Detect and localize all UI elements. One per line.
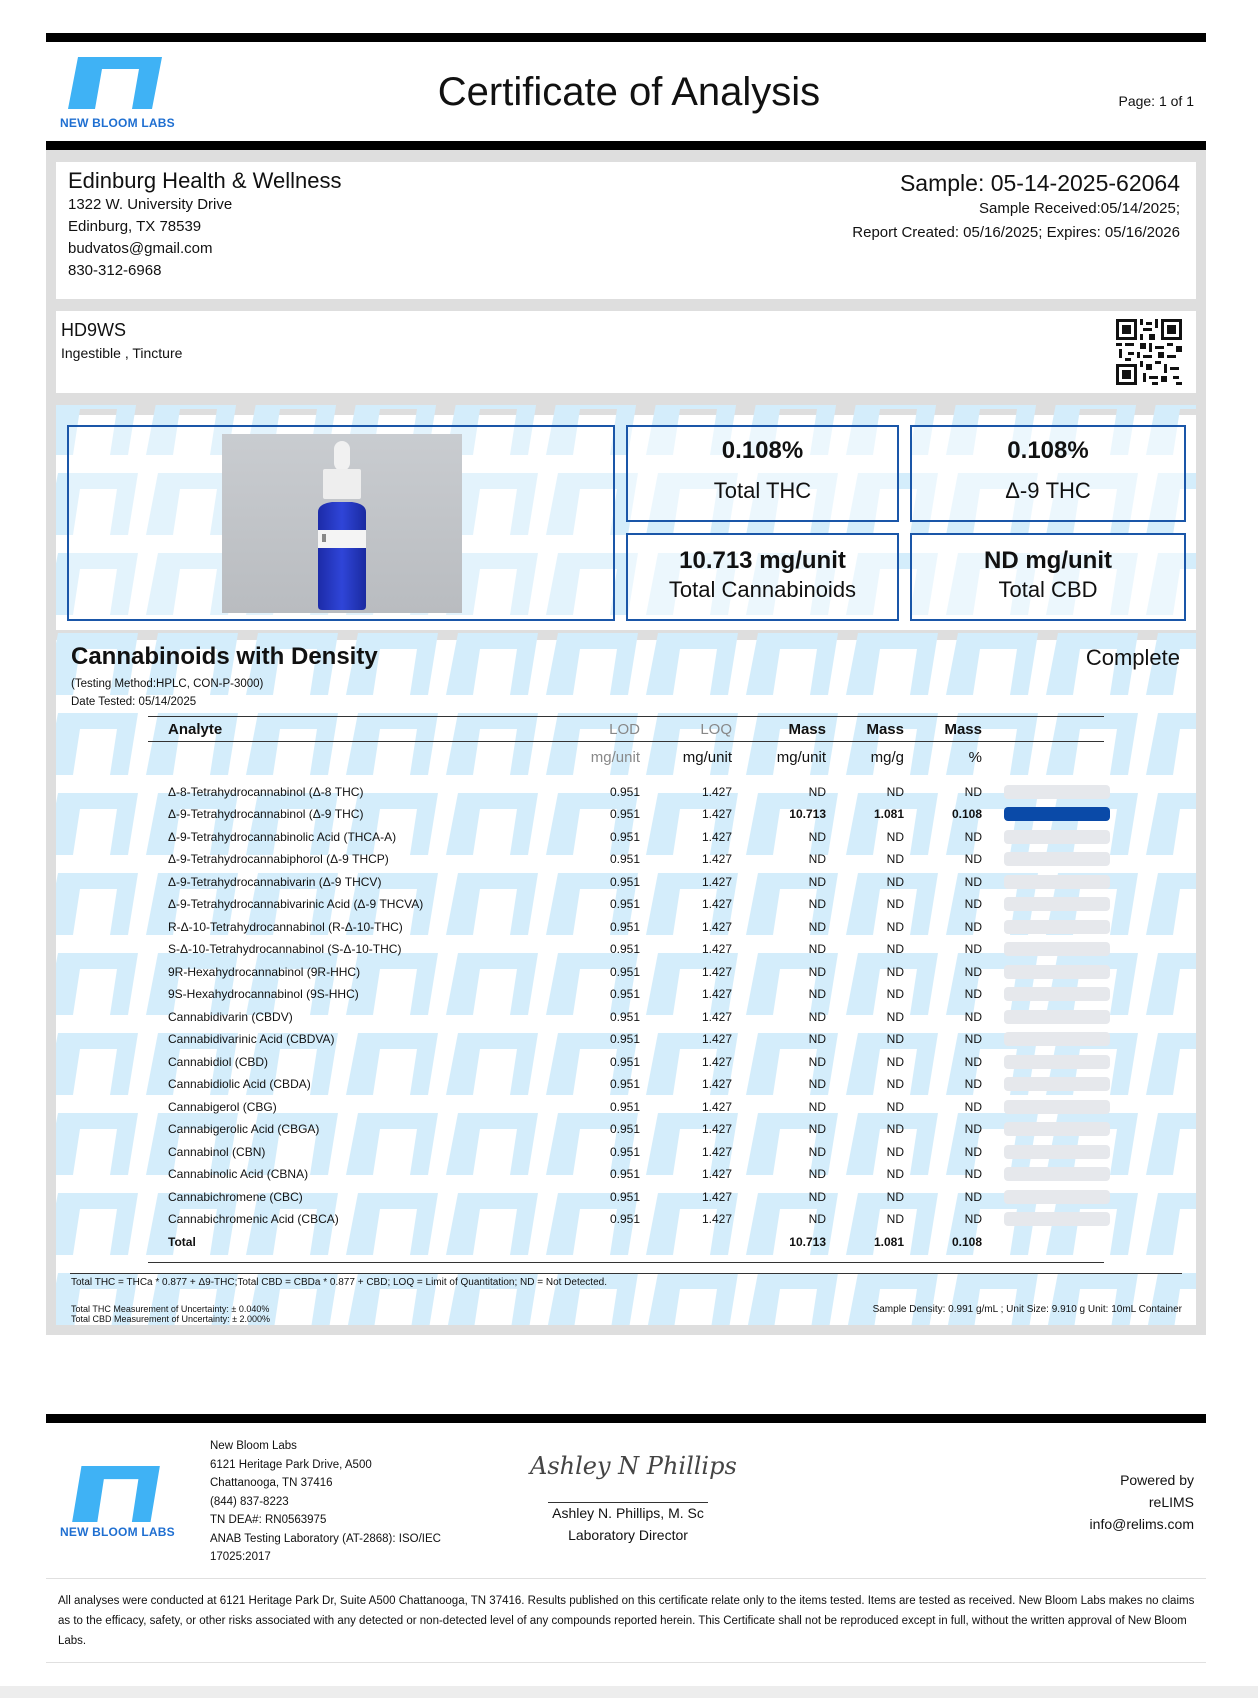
detection-bar-cell bbox=[1004, 871, 1104, 894]
table-row bbox=[168, 1141, 1104, 1164]
analyte-name: Cannabinol (CBN) bbox=[168, 1144, 266, 1159]
mass-mg-unit-value: ND bbox=[808, 919, 826, 934]
signature-line bbox=[548, 1502, 708, 1503]
date-tested: Date Tested: 05/14/2025 bbox=[71, 696, 197, 708]
watermark-tile bbox=[1146, 1033, 1196, 1095]
detection-bar-cell bbox=[1004, 1073, 1104, 1096]
mass-mg-g-value: ND bbox=[886, 874, 904, 889]
mass-mg-unit-value: ND bbox=[808, 1009, 826, 1024]
lab-contact bbox=[210, 1437, 441, 1567]
unit-mass-mg-g: mg/g bbox=[870, 749, 904, 766]
unit-loq: mg/unit bbox=[682, 749, 732, 766]
mass-mg-g-value: ND bbox=[886, 1167, 904, 1182]
powered-by-brand: reLIMS bbox=[1148, 1494, 1194, 1510]
mass-mg-g-value: 1.081 bbox=[873, 807, 904, 822]
loq-value: 1.427 bbox=[701, 919, 732, 934]
stat-value: 0.108% bbox=[1007, 437, 1089, 464]
detection-bar-cell bbox=[1004, 1208, 1104, 1231]
watermark-tile bbox=[56, 953, 138, 1015]
watermark-tile bbox=[646, 1273, 738, 1325]
section-status: Complete bbox=[1085, 645, 1180, 670]
analyte-name: Cannabidiol (CBD) bbox=[168, 1054, 269, 1069]
analyte-name: Δ-9-Tetrahydrocannabinolic Acid (THCA-A) bbox=[168, 829, 397, 844]
detection-bar-cell bbox=[1004, 1051, 1104, 1074]
watermark-tile bbox=[1146, 1273, 1196, 1325]
product-type: Ingestible , Tincture bbox=[61, 345, 183, 361]
client-email[interactable]: budvatos@gmail.com bbox=[68, 240, 213, 257]
mass-mg-unit-value: ND bbox=[808, 942, 826, 957]
lab-logo-text: NEW BLOOM LABS bbox=[60, 116, 175, 130]
mass-mg-unit-value: ND bbox=[808, 964, 826, 979]
watermark-tile bbox=[746, 1273, 838, 1325]
watermark-tile bbox=[56, 1113, 138, 1175]
detection-bar bbox=[1004, 942, 1110, 956]
lab-city: Chattanooga, TN 37416 bbox=[210, 1477, 333, 1489]
analyte-name: Δ-9-Tetrahydrocannabivarinic Acid (Δ-9 THCVA) bbox=[168, 897, 424, 912]
analyte-name: S-Δ-10-Tetrahydrocannabinol (S-Δ-10-THC) bbox=[168, 942, 402, 957]
product-photo-tincture-bottle bbox=[222, 434, 462, 613]
mass-mg-g-value: ND bbox=[886, 897, 904, 912]
mass-mg-g-value: ND bbox=[886, 1122, 904, 1137]
detection-bar-cell bbox=[1004, 938, 1104, 961]
mass-mg-g-value: ND bbox=[886, 1144, 904, 1159]
powered-by-label: Powered by bbox=[1120, 1472, 1194, 1488]
mass-pct-value: ND bbox=[964, 1189, 982, 1204]
analyte-name: R-Δ-10-Tetrahydrocannabinol (R-Δ-10-THC) bbox=[168, 919, 403, 934]
mass-pct-value: ND bbox=[964, 852, 982, 867]
col-mass-mg-g: Mass bbox=[866, 720, 904, 738]
client-address-line1: 1322 W. University Drive bbox=[68, 196, 233, 213]
product-photo-frame bbox=[67, 425, 615, 621]
mass-mg-unit-value: 10.713 bbox=[789, 807, 826, 822]
powered-by-email[interactable]: info@relims.com bbox=[1089, 1516, 1194, 1532]
lod-value: 0.951 bbox=[609, 1099, 640, 1114]
signature: Ashley N Phillips bbox=[530, 1452, 737, 1480]
detection-bar-cell bbox=[1004, 1186, 1104, 1209]
loq-value: 1.427 bbox=[701, 852, 732, 867]
sample-received: Sample Received:05/14/2025; bbox=[979, 200, 1180, 217]
loq-value: 1.427 bbox=[701, 1099, 732, 1114]
detection-bar-cell bbox=[1004, 1118, 1104, 1141]
lod-value: 0.951 bbox=[609, 784, 640, 799]
col-analyte: Analyte bbox=[168, 720, 223, 738]
loq-value: 1.427 bbox=[701, 1167, 732, 1182]
table-row bbox=[168, 803, 1104, 826]
lod-value: 0.951 bbox=[609, 1077, 640, 1092]
loq-value: 1.427 bbox=[701, 987, 732, 1002]
lod-value: 0.951 bbox=[609, 1167, 640, 1182]
notes-rule bbox=[70, 1273, 1182, 1274]
mass-pct-value: ND bbox=[964, 1144, 982, 1159]
table-row bbox=[168, 1163, 1104, 1186]
total-pct: 0.108 bbox=[951, 1234, 982, 1249]
detection-bar bbox=[1004, 1010, 1110, 1024]
section-title: Cannabinoids with Density bbox=[71, 643, 378, 670]
table-row bbox=[168, 1186, 1104, 1209]
table-row bbox=[168, 961, 1104, 984]
qr-code-icon bbox=[1116, 319, 1182, 385]
loq-value: 1.427 bbox=[701, 1122, 732, 1137]
mass-pct-value: ND bbox=[964, 1054, 982, 1069]
stat-label: Total Cannabinoids bbox=[668, 577, 857, 602]
detection-bar-cell bbox=[1004, 781, 1104, 804]
table-row bbox=[168, 938, 1104, 961]
lod-value: 0.951 bbox=[609, 1189, 640, 1204]
loq-value: 1.427 bbox=[701, 1144, 732, 1159]
stat-total-cbd bbox=[910, 533, 1186, 621]
detection-bar-cell bbox=[1004, 1141, 1104, 1164]
header-rule bbox=[46, 141, 1206, 150]
lod-value: 0.951 bbox=[609, 1032, 640, 1047]
stat-total-cannabinoids bbox=[626, 533, 899, 621]
loq-value: 1.427 bbox=[701, 897, 732, 912]
page-number: Page: 1 of 1 bbox=[1118, 93, 1194, 109]
product-code: HD9WS bbox=[61, 320, 127, 340]
mass-mg-unit-value: ND bbox=[808, 897, 826, 912]
formula-note: Total THC = THCa * 0.877 + Δ9-THC;Total CBD = CBDa * 0.877 + CBD; LOQ = Limit of Quantitation; ND = Not Detected. bbox=[71, 1277, 607, 1288]
watermark-tile bbox=[1146, 953, 1196, 1015]
lab-accreditation: ANAB Testing Laboratory (AT-2868): ISO/IEC bbox=[210, 1532, 441, 1545]
analyte-name: Cannabigerolic Acid (CBGA) bbox=[168, 1122, 320, 1137]
watermark-tile bbox=[56, 793, 138, 855]
mass-mg-unit-value: ND bbox=[808, 829, 826, 844]
stat-label: Δ-9 THC bbox=[1005, 478, 1091, 503]
mass-pct-value: ND bbox=[964, 1212, 982, 1227]
loq-value: 1.427 bbox=[701, 1032, 732, 1047]
loq-value: 1.427 bbox=[701, 1054, 732, 1069]
detection-bar-cell bbox=[1004, 1096, 1104, 1119]
mass-mg-g-value: ND bbox=[886, 852, 904, 867]
table-header-row bbox=[168, 718, 1104, 741]
analyte-name: 9S-Hexahydrocannabinol (9S-HHC) bbox=[168, 987, 359, 1002]
watermark-tile bbox=[1146, 713, 1196, 775]
table-row bbox=[168, 983, 1104, 1006]
client-phone: 830-312-6968 bbox=[68, 262, 162, 279]
lab-dea: TN DEA#: RN0563975 bbox=[210, 1514, 327, 1526]
loq-value: 1.427 bbox=[701, 942, 732, 957]
mass-pct-value: 0.108 bbox=[951, 807, 982, 822]
watermark-tile bbox=[56, 1193, 138, 1255]
mass-pct-value: ND bbox=[964, 874, 982, 889]
detection-bar bbox=[1004, 897, 1110, 911]
table-row bbox=[168, 916, 1104, 939]
cbd-uncertainty: Total CBD Measurement of Uncertainty: ± 2.000% bbox=[71, 1314, 271, 1324]
lab-accreditation-cont: 17025:2017 bbox=[210, 1551, 271, 1563]
report-dates: Report Created: 05/16/2025; Expires: 05/16/2026 bbox=[852, 224, 1180, 241]
mass-mg-unit-value: ND bbox=[808, 1167, 826, 1182]
analyte-name: Cannabichromenic Acid (CBCA) bbox=[168, 1212, 339, 1227]
table-row bbox=[168, 1208, 1104, 1231]
mass-pct-value: ND bbox=[964, 1009, 982, 1024]
analyte-name: 9R-Hexahydrocannabinol (9R-HHC) bbox=[168, 964, 361, 979]
footer-logo-text: NEW BLOOM LABS bbox=[60, 1525, 175, 1539]
col-lod: LOD bbox=[609, 720, 640, 738]
loq-value: 1.427 bbox=[701, 1077, 732, 1092]
table-row bbox=[168, 1096, 1104, 1119]
lod-value: 0.951 bbox=[609, 807, 640, 822]
watermark-tile bbox=[846, 633, 938, 695]
mass-mg-unit-value: ND bbox=[808, 784, 826, 799]
detection-bar bbox=[1004, 1167, 1110, 1181]
unit-lod: mg/unit bbox=[590, 749, 640, 766]
lod-value: 0.951 bbox=[609, 1054, 640, 1069]
stat-value: 10.713 mg/unit bbox=[679, 547, 846, 574]
analyte-name: Cannabigerol (CBG) bbox=[168, 1099, 277, 1114]
stat-delta9-thc bbox=[910, 425, 1186, 522]
mass-pct-value: ND bbox=[964, 1167, 982, 1182]
loq-value: 1.427 bbox=[701, 807, 732, 822]
top-rule bbox=[46, 33, 1206, 42]
mass-mg-g-value: ND bbox=[886, 942, 904, 957]
detection-bar bbox=[1004, 987, 1110, 1001]
watermark-tile bbox=[1146, 793, 1196, 855]
client-name: Edinburg Health & Wellness bbox=[68, 168, 342, 193]
watermark-tile bbox=[1146, 1113, 1196, 1175]
watermark-tile bbox=[846, 1273, 938, 1325]
analyte-name: Cannabinolic Acid (CBNA) bbox=[168, 1167, 309, 1182]
mass-mg-g-value: ND bbox=[886, 987, 904, 1002]
mass-mg-unit-value: ND bbox=[808, 874, 826, 889]
lab-phone: (844) 837-8223 bbox=[210, 1495, 289, 1508]
detection-bar-cell bbox=[1004, 983, 1104, 1006]
mass-pct-value: ND bbox=[964, 1077, 982, 1092]
detection-bar-cell bbox=[1004, 803, 1104, 826]
lod-value: 0.951 bbox=[609, 829, 640, 844]
mass-pct-value: ND bbox=[964, 784, 982, 799]
lod-value: 0.951 bbox=[609, 1122, 640, 1137]
mass-mg-g-value: ND bbox=[886, 1054, 904, 1069]
mass-mg-unit-value: ND bbox=[808, 1077, 826, 1092]
mass-mg-g-value: ND bbox=[886, 1077, 904, 1092]
analyte-name: Δ-8-Tetrahydrocannabinol (Δ-8 THC) bbox=[168, 784, 364, 799]
stat-total-thc bbox=[626, 425, 899, 522]
mass-mg-unit-value: ND bbox=[808, 1122, 826, 1137]
testing-method: (Testing Method:HPLC, CON-P-3000) bbox=[71, 678, 264, 690]
detection-bar bbox=[1004, 1190, 1110, 1204]
table-row bbox=[168, 848, 1104, 871]
analyte-name: Δ-9-Tetrahydrocannabiphorol (Δ-9 THCP) bbox=[168, 852, 389, 867]
mass-mg-unit-value: ND bbox=[808, 1032, 826, 1047]
table-top-rule bbox=[148, 716, 1104, 717]
lod-value: 0.951 bbox=[609, 942, 640, 957]
watermark-tile bbox=[56, 1033, 138, 1095]
mass-mg-g-value: ND bbox=[886, 829, 904, 844]
mass-pct-value: ND bbox=[964, 942, 982, 957]
powered-by bbox=[1090, 1469, 1194, 1535]
watermark-tile bbox=[946, 1273, 1038, 1325]
mass-pct-value: ND bbox=[964, 897, 982, 912]
lod-value: 0.951 bbox=[609, 919, 640, 934]
stat-label: Total THC bbox=[713, 478, 812, 503]
detection-bar bbox=[1004, 1032, 1110, 1046]
mass-mg-g-value: ND bbox=[886, 1212, 904, 1227]
detection-bar bbox=[1004, 1122, 1110, 1136]
analyte-name: Cannabidiolic Acid (CBDA) bbox=[168, 1077, 311, 1092]
results-table bbox=[168, 718, 1104, 1253]
table-row bbox=[168, 826, 1104, 849]
detection-bar bbox=[1004, 852, 1110, 866]
client-address-line2: Edinburg, TX 78539 bbox=[68, 218, 202, 235]
mass-mg-g-value: ND bbox=[886, 1009, 904, 1024]
stat-label: Total CBD bbox=[998, 577, 1098, 602]
density-note: Sample Density: 0.991 g/mL ; Unit Size: 9.910 g Unit: 10mL Container bbox=[872, 1304, 1182, 1315]
table-units-row bbox=[168, 741, 1104, 775]
detection-bar-cell bbox=[1004, 893, 1104, 916]
analyte-name: Δ-9-Tetrahydrocannabinol (Δ-9 THC) bbox=[168, 807, 364, 822]
lab-address: 6121 Heritage Park Drive, A500 bbox=[210, 1458, 372, 1471]
mass-mg-g-value: ND bbox=[886, 784, 904, 799]
col-loq: LOQ bbox=[700, 720, 732, 738]
lab-name: New Bloom Labs bbox=[210, 1440, 297, 1452]
detection-bar bbox=[1004, 1212, 1110, 1226]
mass-pct-value: ND bbox=[964, 1122, 982, 1137]
detection-bar-cell bbox=[1004, 1163, 1104, 1186]
lod-value: 0.951 bbox=[609, 1212, 640, 1227]
detection-bar bbox=[1004, 920, 1110, 934]
table-total-row bbox=[168, 1231, 1104, 1254]
watermark-tile bbox=[646, 633, 738, 695]
watermark-tile bbox=[1146, 873, 1196, 935]
total-mg-unit: 10.713 bbox=[789, 1234, 826, 1249]
loq-value: 1.427 bbox=[701, 874, 732, 889]
detection-bar bbox=[1004, 830, 1110, 844]
product-box bbox=[56, 311, 1196, 393]
mass-mg-g-value: ND bbox=[886, 1099, 904, 1114]
table-row bbox=[168, 1028, 1104, 1051]
mass-mg-unit-value: ND bbox=[808, 1189, 826, 1204]
mass-mg-unit-value: ND bbox=[808, 987, 826, 1002]
detection-bar bbox=[1004, 807, 1110, 821]
detection-bar bbox=[1004, 1055, 1110, 1069]
mass-mg-g-value: ND bbox=[886, 919, 904, 934]
detection-bar-cell bbox=[1004, 916, 1104, 939]
watermark-tile bbox=[546, 633, 638, 695]
table-row bbox=[168, 1006, 1104, 1029]
watermark-tile bbox=[1046, 1273, 1138, 1325]
table-row bbox=[168, 871, 1104, 894]
new-bloom-labs-logo-icon bbox=[72, 1466, 160, 1522]
loq-value: 1.427 bbox=[701, 1009, 732, 1024]
mass-pct-value: ND bbox=[964, 1032, 982, 1047]
table-row bbox=[168, 1051, 1104, 1074]
detection-bar-cell bbox=[1004, 1028, 1104, 1051]
analyte-name: Δ-9-Tetrahydrocannabivarin (Δ-9 THCV) bbox=[168, 874, 382, 889]
watermark-tile bbox=[446, 633, 538, 695]
mass-pct-value: ND bbox=[964, 1099, 982, 1114]
mass-mg-unit-value: ND bbox=[808, 1099, 826, 1114]
footer-bottom-divider bbox=[46, 1662, 1206, 1663]
loq-value: 1.427 bbox=[701, 829, 732, 844]
col-mass-pct: Mass bbox=[944, 720, 982, 738]
stat-value: ND mg/unit bbox=[984, 547, 1112, 574]
loq-value: 1.427 bbox=[701, 964, 732, 979]
mass-mg-unit-value: ND bbox=[808, 1144, 826, 1159]
total-mg-g: 1.081 bbox=[873, 1234, 904, 1249]
page-bottom-band bbox=[0, 1686, 1258, 1698]
table-row bbox=[168, 1118, 1104, 1141]
disclaimer: All analyses were conducted at 6121 Heritage Park Dr, Suite A500 Chattanooga, TN 37416. Results published on this certificate relate only to the items tested. Items are tested as received. New Bloom Labs makes no claims as to the efficacy, safety, or other risks associated with any detected or non-detected level of any compounds reported herein. This Certificate shall not be reproduced except in full, without the written approval of New Bloom Labs. bbox=[58, 1595, 1195, 1647]
detection-bar bbox=[1004, 1077, 1110, 1091]
table-row bbox=[168, 893, 1104, 916]
page-title: Certificate of Analysis bbox=[437, 70, 821, 114]
mass-mg-unit-value: ND bbox=[808, 1054, 826, 1069]
detection-bar-cell bbox=[1004, 961, 1104, 984]
footer-divider bbox=[46, 1578, 1206, 1579]
detection-bar-cell bbox=[1004, 848, 1104, 871]
detection-bar bbox=[1004, 1145, 1110, 1159]
loq-value: 1.427 bbox=[701, 784, 732, 799]
mass-mg-unit-value: ND bbox=[808, 852, 826, 867]
unit-mass-pct: % bbox=[968, 749, 982, 766]
total-label: Total bbox=[168, 1234, 196, 1249]
detection-bar-cell bbox=[1004, 826, 1104, 849]
sample-id: Sample: 05-14-2025-62064 bbox=[899, 170, 1180, 196]
stat-value: 0.108% bbox=[721, 437, 804, 464]
table-bottom-rule bbox=[148, 1262, 1104, 1263]
lod-value: 0.951 bbox=[609, 1144, 640, 1159]
detection-bar bbox=[1004, 875, 1110, 889]
mass-mg-unit-value: ND bbox=[808, 1212, 826, 1227]
analyte-name: Cannabidivarinic Acid (CBDVA) bbox=[168, 1032, 335, 1047]
detection-bar bbox=[1004, 965, 1110, 979]
signer-title: Laboratory Director bbox=[568, 1527, 688, 1543]
loq-value: 1.427 bbox=[701, 1212, 732, 1227]
mass-pct-value: ND bbox=[964, 829, 982, 844]
col-mass-mg-unit: Mass bbox=[788, 720, 826, 738]
lod-value: 0.951 bbox=[609, 897, 640, 912]
footer-rule bbox=[46, 1414, 1206, 1423]
lod-value: 0.951 bbox=[609, 852, 640, 867]
watermark-tile bbox=[746, 633, 838, 695]
mass-mg-g-value: ND bbox=[886, 964, 904, 979]
mass-mg-g-value: ND bbox=[886, 1189, 904, 1204]
watermark-tile bbox=[56, 713, 138, 775]
analyte-name: Cannabidivarin (CBDV) bbox=[168, 1009, 293, 1024]
lod-value: 0.951 bbox=[609, 964, 640, 979]
lod-value: 0.951 bbox=[609, 987, 640, 1002]
detection-bar bbox=[1004, 785, 1110, 799]
unit-mass-mg-unit: mg/unit bbox=[776, 749, 826, 766]
mass-pct-value: ND bbox=[964, 919, 982, 934]
detection-bar-cell bbox=[1004, 1006, 1104, 1029]
lod-value: 0.951 bbox=[609, 874, 640, 889]
loq-value: 1.427 bbox=[701, 1189, 732, 1204]
thc-uncertainty: Total THC Measurement of Uncertainty: ± 0.040% bbox=[71, 1304, 270, 1314]
table-row bbox=[168, 1073, 1104, 1096]
watermark-tile bbox=[946, 633, 1038, 695]
lod-value: 0.951 bbox=[609, 1009, 640, 1024]
signer-name: Ashley N. Phillips, M. Sc bbox=[552, 1505, 704, 1521]
client-box bbox=[56, 162, 1196, 299]
mass-pct-value: ND bbox=[964, 964, 982, 979]
mass-pct-value: ND bbox=[964, 987, 982, 1002]
mass-mg-g-value: ND bbox=[886, 1032, 904, 1047]
analyte-name: Cannabichromene (CBC) bbox=[168, 1189, 303, 1204]
watermark-tile bbox=[1146, 1193, 1196, 1255]
table-row bbox=[168, 781, 1104, 804]
watermark-tile bbox=[56, 873, 138, 935]
detection-bar bbox=[1004, 1100, 1110, 1114]
